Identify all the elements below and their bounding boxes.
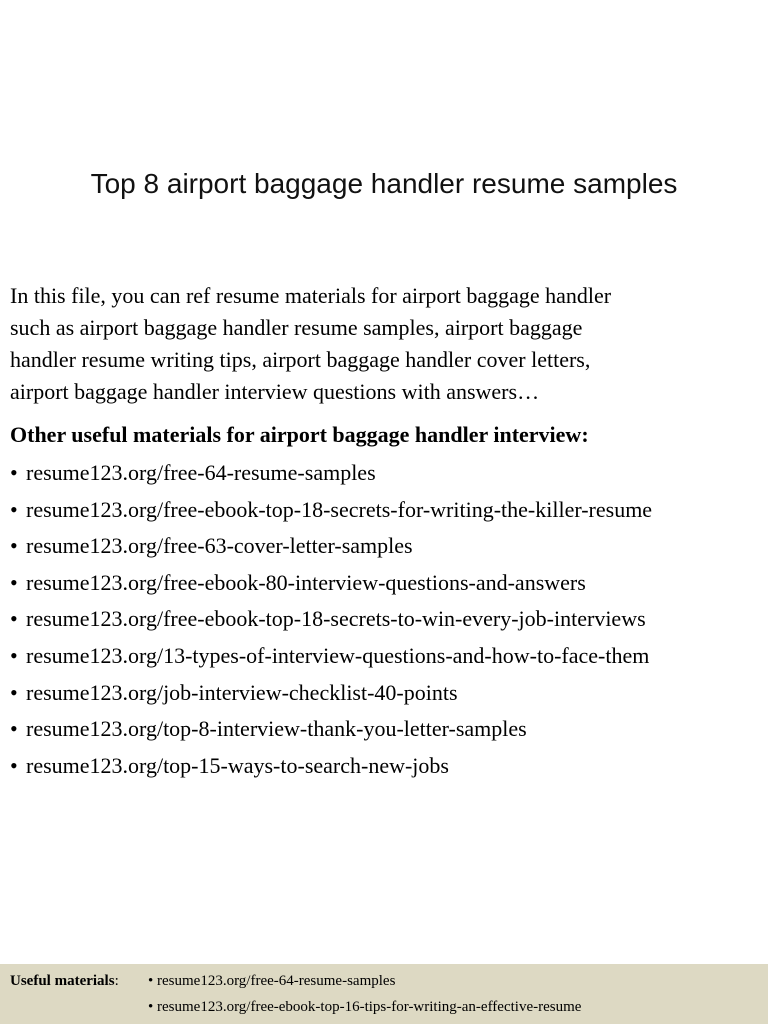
intro-line: handler resume writing tips, airport baggage handler cover letters,: [10, 347, 591, 372]
bullet-icon: •: [10, 606, 18, 632]
footer-link[interactable]: [148, 999, 581, 1016]
bullet-icon: •: [10, 642, 18, 668]
intro-line: such as airport baggage handler resume samples, airport baggage: [10, 315, 583, 340]
list-item-link[interactable]: [10, 495, 768, 532]
footer-bar: [0, 964, 768, 1024]
bullet-icon: •: [10, 716, 18, 742]
link-text[interactable]: resume123.org/top-15-ways-to-search-new-jobs: [26, 752, 449, 778]
materials-link-list: [10, 458, 768, 787]
bullet-icon: •: [148, 973, 154, 989]
page-title: Top 8 airport baggage handler resume samples: [90, 168, 678, 199]
footer-label: [10, 973, 119, 990]
list-item-link[interactable]: [10, 604, 768, 641]
link-text[interactable]: resume123.org/job-interview-checklist-40-points: [26, 679, 458, 705]
footer-link[interactable]: [148, 973, 395, 990]
intro-paragraph: [10, 280, 758, 408]
list-item-link[interactable]: [10, 458, 768, 495]
bullet-icon: •: [10, 679, 18, 705]
list-item-link[interactable]: [10, 568, 768, 605]
other-materials-heading: Other useful materials for airport baggage handler interview:: [10, 422, 589, 447]
bullet-icon: •: [10, 460, 18, 485]
link-text[interactable]: resume123.org/free-ebook-top-18-secrets-for-writing-the-killer-resume: [26, 496, 653, 522]
bullet-icon: •: [10, 533, 18, 559]
link-text[interactable]: resume123.org/free-63-cover-letter-samples: [26, 533, 413, 559]
bullet-icon: •: [10, 569, 18, 595]
link-text[interactable]: resume123.org/free-ebook-top-18-secrets-to-win-every-job-interviews: [26, 606, 646, 632]
bullet-icon: •: [10, 752, 18, 778]
bullet-icon: •: [148, 999, 154, 1015]
footer-link-text[interactable]: resume123.org/free-64-resume-samples: [157, 973, 396, 989]
intro-line: In this file, you can ref resume materials for airport baggage handler: [10, 283, 612, 308]
link-text[interactable]: resume123.org/13-types-of-interview-questions-and-how-to-face-them: [26, 642, 650, 668]
list-item-link[interactable]: [10, 678, 768, 715]
footer-link-text[interactable]: resume123.org/free-ebook-top-16-tips-for-writing-an-effective-resume: [157, 999, 582, 1015]
intro-line: airport baggage handler interview questions with answers…: [10, 379, 540, 404]
bullet-icon: •: [10, 496, 18, 522]
footer-label-colon: :: [114, 973, 119, 989]
list-item-link[interactable]: [10, 714, 768, 751]
list-item-link[interactable]: [10, 751, 768, 788]
list-item-link[interactable]: [10, 531, 768, 568]
footer-label-text: Useful materials: [10, 973, 115, 989]
link-text[interactable]: resume123.org/free-ebook-80-interview-questions-and-answers: [26, 569, 586, 595]
link-text[interactable]: resume123.org/top-8-interview-thank-you-letter-samples: [26, 716, 527, 742]
list-item-link[interactable]: [10, 641, 768, 678]
link-text[interactable]: resume123.org/free-64-resume-samples: [26, 460, 376, 485]
